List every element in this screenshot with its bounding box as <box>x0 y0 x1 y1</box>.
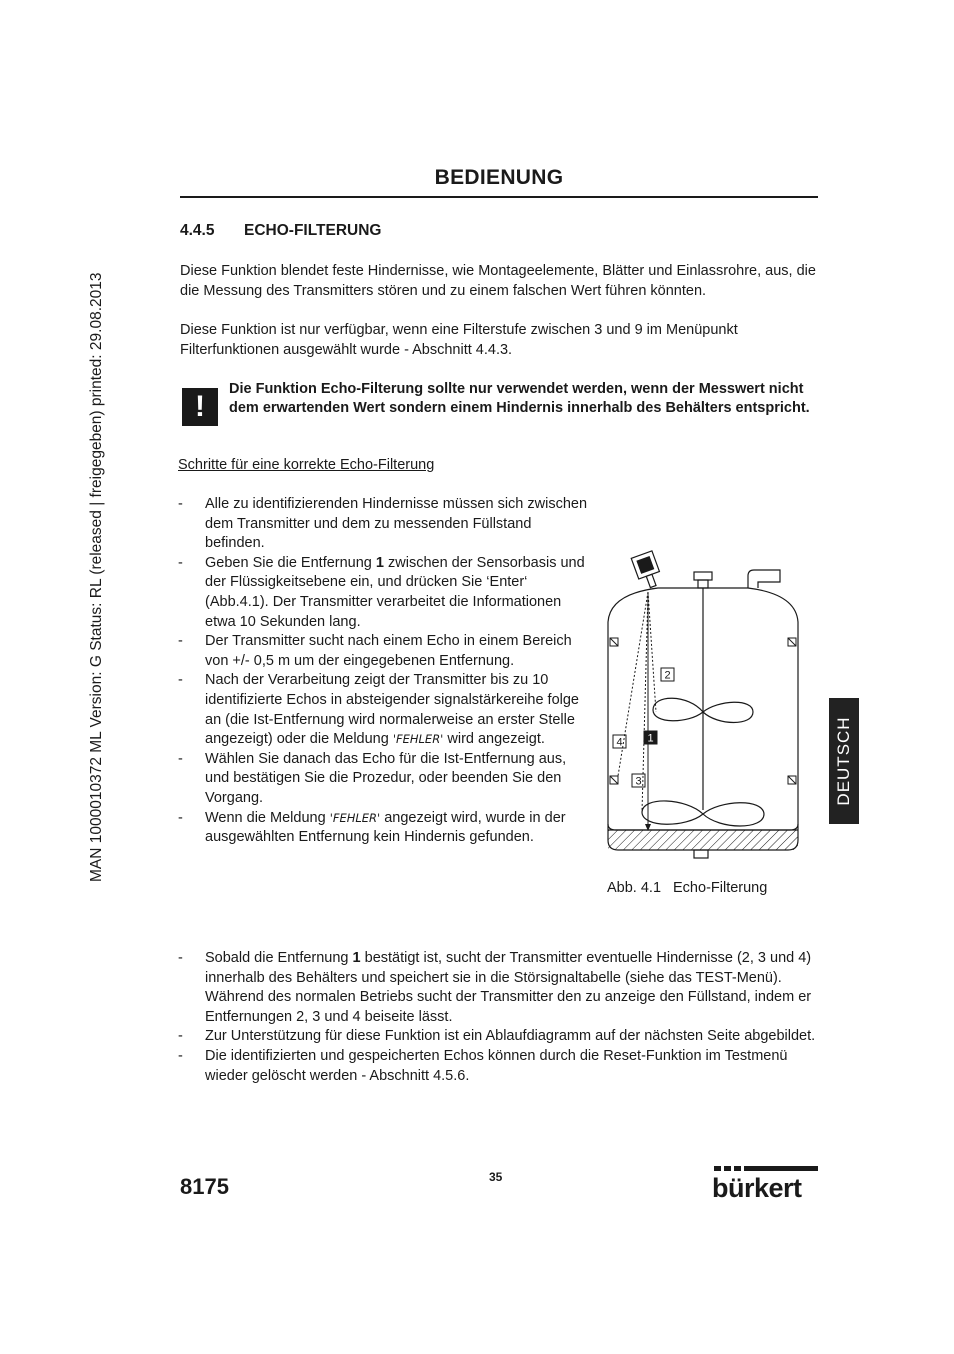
exclamation-icon: ! <box>182 388 218 426</box>
list-item: - Die identifizierten und gespeicherten Echos können durch die Reset-Funktion im Testmenü wieder gelöscht werden - Abschnitt 4.5.6. <box>178 1047 788 1084</box>
availability-paragraph: Diese Funktion ist nur verfügbar, wenn eine Filterstufe zwischen 3 und 9 im Menüpunkt Filterfunktionen ausgewählt wurde - Abschnitt 4.4.3. <box>180 322 738 358</box>
distance-label-1: 1 <box>647 732 654 745</box>
section-title: ECHO-FILTERUNG <box>244 222 382 239</box>
list-item: - Geben Sie die Entfernung 1 zwischen der Sensorbasis und der Flüssigkeitsebene ein, und drücken Sie ‘Enter‘ (Abb.4.1). Der Transmitter verarbeitet die Informationen etwa 10 Sekunden lang. <box>178 554 585 630</box>
echo-label-4: 4 <box>616 736 623 749</box>
model-number: 8175 <box>180 1174 229 1199</box>
intro-paragraph: Diese Funktion blendet feste Hindernisse, wie Montageelemente, Blätter und Einlassrohre, aus, die die Messung des Transmitters stören und zu einem falschen Wert führen könnten. <box>180 263 816 299</box>
echo-line-2 <box>648 592 656 712</box>
list-item: - Wählen Sie danach das Echo für die Ist-Entfernung aus, und bestätigen Sie die Prozedur, oder beenden Sie den Vorgang. <box>178 750 567 806</box>
figure-caption-text: Echo-Filterung <box>673 880 768 896</box>
echo-label-2: 2 <box>664 669 671 682</box>
echo-label-3: 3 <box>635 775 642 788</box>
section-heading <box>180 222 381 240</box>
figure-caption <box>607 880 767 896</box>
page-title: BEDIENUNG <box>434 166 564 189</box>
page-number: 35 <box>489 1170 503 1184</box>
transmitter-sensor <box>631 551 663 590</box>
language-tab: DEUTSCH <box>829 698 859 824</box>
warning-text: Die Funktion Echo-Filterung sollte nur verwendet werden, wenn der Messwert nicht dem erwartenden Wert sondern einem Hindernis innerhalb des Behälters entspricht. <box>229 381 810 416</box>
steps-heading: Schritte für eine korrekte Echo-Filterung <box>178 457 435 473</box>
list-item: - Wenn die Meldung 'FEHLER' angezeigt wird, wurde in der ausgewählten Entfernung kein Hindernis gefunden. <box>178 809 566 846</box>
list-item: - Der Transmitter sucht nach einem Echo in einem Bereich von +/- 0,5 m um der eingegebenen Entfernung. <box>178 633 572 669</box>
list-item: - Zur Unterstützung für diese Funktion ist ein Ablaufdiagramm auf der nächsten Seite abgebildet. <box>178 1028 816 1045</box>
steps-list <box>178 495 592 848</box>
document-metadata: MAN 1000010372 ML Version: G Status: RL (released | freigegeben) printed: 29.08.2013 <box>88 272 105 882</box>
figure-caption-label: Abb. 4.1 <box>607 880 662 896</box>
list-item: - Alle zu identifizierenden Hindernisse müssen sich zwischen dem Transmitter und dem zu messenden Füllstand befinden. <box>178 496 588 552</box>
header-divider <box>180 196 818 198</box>
liquid-layer <box>608 830 798 850</box>
list-item: - Nach der Verarbeitung zeigt der Transmitter bis zu 10 identifizierte Echos in absteigender signalstärkereihe folge an (die Ist-Entfernung wird normalerweise an erster Stelle angezeigt) oder die Meldung 'FEHLER' wird angezeigt. <box>178 672 579 748</box>
steps-list-continued <box>178 949 824 1086</box>
list-item: - Sobald die Entfernung 1 bestätigt ist, sucht der Transmitter eventuelle Hindernisse (2, 3 und 4) innerhalb des Behälters und speichert sie in die Störsignaltabelle (siehe das TEST-Menü). Während des normalen Betriebs sucht der Transmitter den zu anzeige den Füllstand, indem er Entfernungen 2, 3 und 4 beiseite lässt. <box>178 950 812 1025</box>
tank-diagram <box>598 544 808 868</box>
burkert-logo: bürkert <box>712 1166 820 1200</box>
section-number: 4.4.5 <box>180 222 215 239</box>
